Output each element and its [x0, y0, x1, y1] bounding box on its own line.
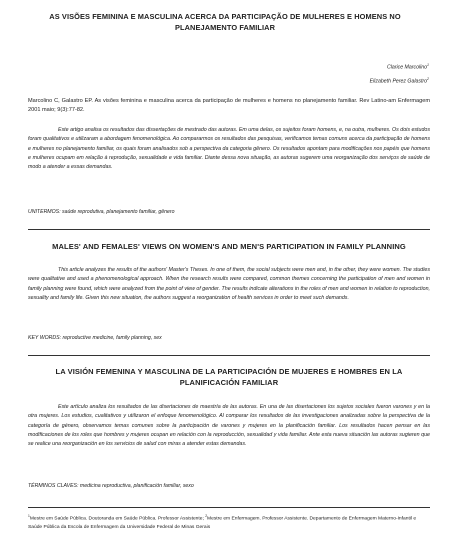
author-list — [370, 60, 429, 87]
author-2-footnote-mark: 2 — [427, 76, 429, 81]
author-1-footnote-mark: 1 — [427, 63, 429, 67]
english-title: MALES' AND FEMALES' VIEWS ON WOMEN'S AND MEN'S PARTICIPATION IN FAMILY PLANNING — [52, 242, 406, 251]
keywords-portuguese: UNITERMOS: saúde reprodutiva, planejamento familiar, gênero — [28, 209, 175, 215]
footnote-mark-2: 2 — [205, 514, 208, 518]
spanish-title — [28, 366, 430, 388]
keywords-spanish: TÉRMINOS CLAVES: medicina reproductiva, planificación familiar, sexo — [28, 483, 194, 489]
abstract-portuguese-text: Este artigo analisa os resultados das dissertações de mestrado das autoras. Em uma delas, os sujeitos foram homens, e, na outra, mulheres. Os dois estudos foram qualitativos e utilizaram a abordagem fenomenológica. Ao compararmos os resultados das pesquisas, verificamos temas comuns acerca da participação de homens e mulheres no planejamento familiar, os quais foram analisados sob a perspectiva da categoria gênero. Os resultados apontam para modificações nos papéis que homens e mulheres ocupam em relação à reprodução, sexualidade e vida familiar. Diante dessa nova situação, as autoras sugerem uma reorganização dos serviços de saúde de modo a atender a essas demandas. — [28, 127, 430, 171]
footnote-text-1: Mestre em Saúde Pública. Doutoranda em Saúde Pública. Professor Assistente; — [29, 516, 204, 522]
article-title — [20, 11, 430, 35]
section-divider — [28, 355, 430, 356]
abstract-spanish-text: Este artículo analiza los resultados de las disertaciones de maestría de las autoras. En una de las disertaciones los sujetos sociales fueron varones y en la otra mujeres. Los estudios, cualitativos y utilizaron el enfoque fenomenológico. Al comparar los resultados de las investigaciones analizadas sobre la perspectiva de la categoría de género, observamos temas comunes sobre la participación de varones y mujeres en la planificación familiar. Los resultados hacen pensar en las modificaciones de los roles que hombres y mujeres ocupan en relación con la reproducción, sexualidad y vida familiar. Ante esta nueva situación las autoras sugieren que se realice una reorganización en los servicios de salud con miras a atender estas demandas. — [28, 404, 430, 448]
footnote-text-2: Mestre em Enfermagem. Professor Assistente. Departamento de Enfermagem Materno-Infantil e Saúde Pública da Escola de Enfermagem da Universidade Federal de Minas Gerais — [28, 516, 417, 531]
footnote-mark-1: 1 — [28, 514, 30, 518]
abstract-english-text: This article analyzes the results of the authors' Master's Theses. In one of them, the social subjects were men and, in the other, they were women. The studies were qualitative and used a phenomenological approach. When the research results were compared, common themes concerning the participation of men and women in family planning were found, which were analyzed from the point of view of gender. The results indicate alterations in the roles of men and women in relation to reproduction, sexuality and family life. Given this new situation, the authors suggest a reorganization of health services in order to meet such demands. — [28, 267, 430, 301]
spanish-title-line-2: PLANIFICACIÓN FAMILIAR — [179, 378, 279, 387]
footnote — [28, 512, 430, 533]
footnote-divider — [28, 507, 430, 508]
abstract-portuguese — [28, 126, 430, 172]
abstract-spanish — [28, 403, 430, 449]
author-2: Elizabeth Perez Galastro$^2$ — [369, 76, 429, 85]
section-divider — [28, 229, 430, 230]
citation: Marcolino C, Galastro EP. As visões feminina e masculina acerca da participação de mulheres e homens no planejamento familiar. Rev Latino-am Enfermagem 2001 maio; 9(3):77-82. — [28, 98, 430, 113]
keywords-english: KEY WORDS: reproductive medicine, family planning, sex — [28, 335, 162, 341]
title-line-2: PLANEJAMENTO FAMILIAR — [174, 23, 276, 32]
abstract-english — [28, 266, 430, 303]
author-1: Clarice Marcolino$^1$ — [386, 63, 429, 71]
spanish-title-line-1: LA VISIÓN FEMENINA Y MASCULINA DE LA PARTICIPACIÓN DE MUJERES E HOMBRES EN LA — [55, 367, 403, 376]
title-line-1: AS VISÕES FEMININA E MASCULINA ACERCA DA PARTICIPAÇÃO DE MULHERES E HOMENS NO — [49, 12, 401, 21]
